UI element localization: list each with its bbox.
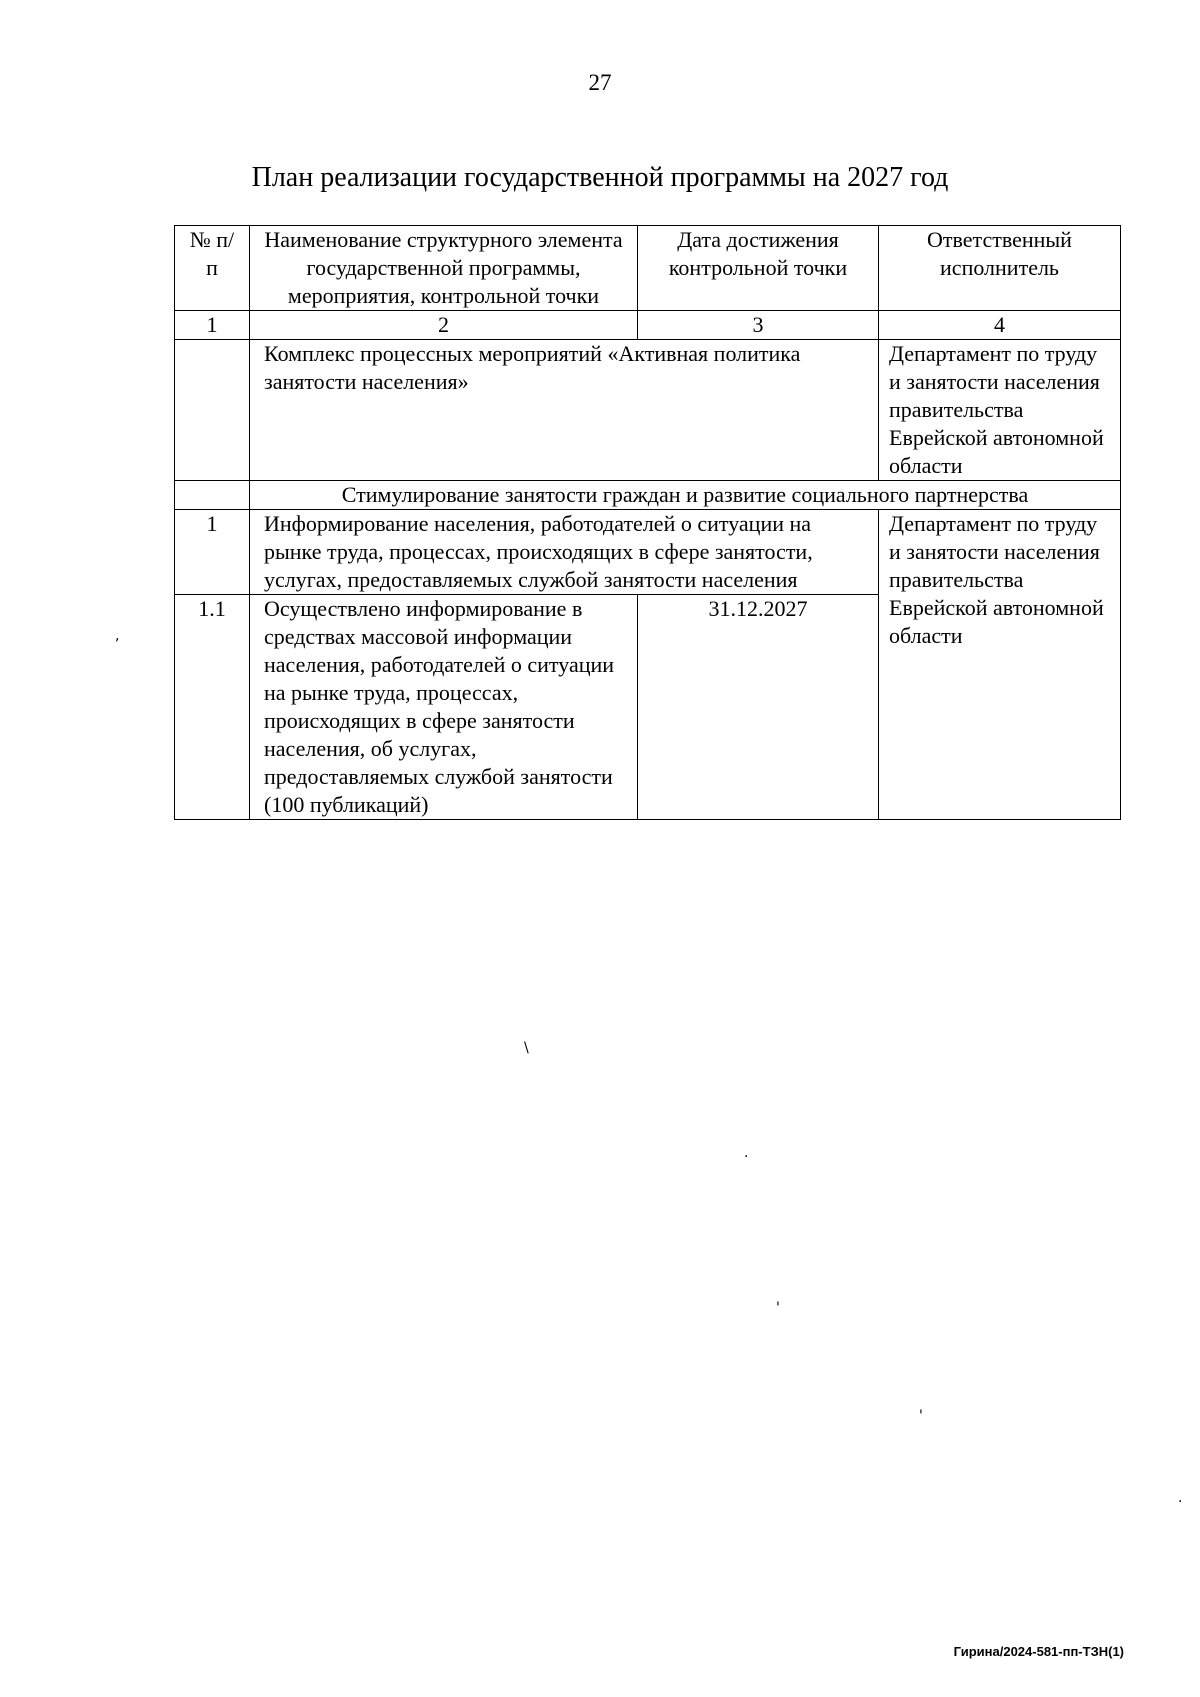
scan-speck: . <box>1178 1490 1183 1506</box>
document-title: План реализации государственной программы на 2027 год <box>251 162 949 193</box>
header-row <box>175 226 1121 311</box>
row-number: 1.1 <box>175 595 250 820</box>
scan-speck: . <box>744 1145 749 1161</box>
footer-code: Гирина/2024-581-пп-ТЗН(1) <box>953 1644 1124 1659</box>
scan-speck: , <box>115 628 120 644</box>
section-number-cell <box>175 481 250 510</box>
row-name: Информирование населения, работодателей о ситуации на рынке труда, процессах, происходящих в сфере занятости, услугах, предоставляемых службой занятости населения <box>250 510 879 595</box>
row-number: 1 <box>175 510 250 595</box>
column-number: 2 <box>250 311 638 340</box>
section-row <box>175 481 1121 510</box>
row-name: Осуществлено информирование в средствах массовой информации населения, работодателей о ситуации на рынке труда, процессах, происходящих в сфере занятости населения, об услугах, предоставляемых службой занятости (100 публикаций) <box>250 595 638 820</box>
complex-number-cell <box>175 340 250 481</box>
scan-speck: ' <box>919 1408 923 1424</box>
scan-speck: \ <box>524 1040 529 1056</box>
complex-responsible: Департамент по труду и занятости населения правительства Еврейской автономной области <box>879 340 1121 481</box>
table-row <box>175 510 1121 595</box>
header-date: Дата достижения контрольной точки <box>638 226 879 311</box>
page-number: 27 <box>588 70 612 95</box>
section-title: Стимулирование занятости граждан и развитие социального партнерства <box>250 481 1121 510</box>
column-number-row <box>175 311 1121 340</box>
header-responsible: Ответственный исполнитель <box>879 226 1121 311</box>
row-responsible: Департамент по труду и занятости населения правительства Еврейской автономной области <box>879 510 1121 820</box>
column-number: 3 <box>638 311 879 340</box>
column-number: 4 <box>879 311 1121 340</box>
scan-speck: ' <box>776 1300 780 1316</box>
plan-table <box>174 225 1121 820</box>
complex-row <box>175 340 1121 481</box>
row-date: 31.12.2027 <box>638 595 879 820</box>
complex-name: Комплекс процессных мероприятий «Активная политика занятости населения» <box>250 340 879 481</box>
header-number: № п/п <box>175 226 250 311</box>
header-name: Наименование структурного элемента государственной программы, мероприятия, контрольной точки <box>250 226 638 311</box>
column-number: 1 <box>175 311 250 340</box>
